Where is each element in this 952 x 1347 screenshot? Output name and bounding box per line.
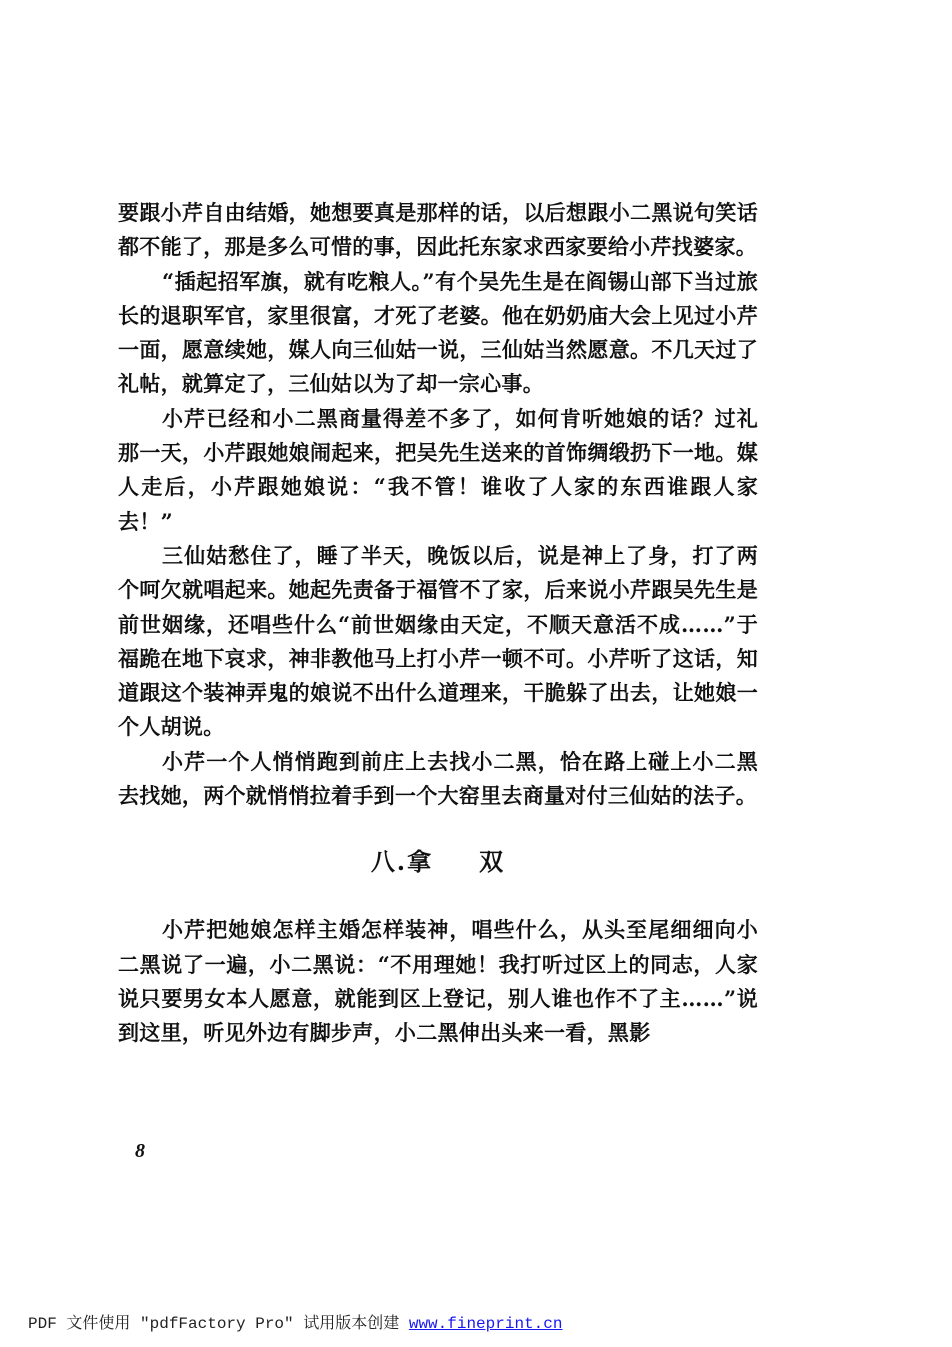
footer-link[interactable]: www.fineprint.cn bbox=[408, 1315, 563, 1333]
chapter-number: 八. bbox=[370, 847, 408, 877]
paragraph: 小芹已经和小二黑商量得差不多了，如何肯听她娘的话？过礼那一天，小芹跟她娘闹起来，把吴先生送来的首饰绸缎扔下一地。媒人走后，小芹跟她娘说：“我不管！谁收了人家的东西谁跟人家去！” bbox=[118, 405, 758, 534]
chapter-title-char: 拿 bbox=[407, 847, 434, 877]
paragraph: 要跟小芹自由结婚，她想要真是那样的话，以后想跟小二黑说句笑话都不能了，那是多么可惜的事，因此托东家求西家要给小芹找婆家。 bbox=[118, 200, 758, 260]
chapter-title-char: 双 bbox=[479, 847, 506, 877]
chapter-heading bbox=[118, 845, 758, 879]
pdf-footer bbox=[28, 1310, 562, 1333]
page-body bbox=[118, 196, 758, 1051]
paragraph: 小芹一个人悄悄跑到前庄上去找小二黑，恰在路上碰上小二黑去找她，两个就悄悄拉着手到一个大窑里去商量对付三仙姑的法子。 bbox=[118, 748, 758, 809]
paragraph: 小芹把她娘怎样主婚怎样装神，唱些什么，从头至尾细细向小二黑说了一遍，小二黑说：“不用理她！我打听过区上的同志，人家说只要男女本人愿意，就能到区上登记，别人谁也作不了主……”说到这里，听见外边有脚步声，小二黑伸出头来一看，黑影 bbox=[118, 917, 758, 1046]
footer-text: PDF 文件使用 "pdfFactory Pro" 试用版本创建 bbox=[28, 1315, 409, 1333]
paragraph: 三仙姑愁住了，睡了半天，晚饭以后，说是神上了身，打了两个呵欠就唱起来。她起先责备于福管不了家，后来说小芹跟吴先生是前世姻缘，还唱些什么“前世姻缘由天定，不顺天意活不成……”于福跪在地下哀求，神非教他马上打小芹一顿不可。小芹听了这话，知道跟这个装神弄鬼的娘说不出什么道理来，干脆躲了出去，让她娘一个人胡说。 bbox=[118, 542, 758, 740]
paragraph: “插起招军旗，就有吃粮人。”有个吴先生是在阎锡山部下当过旅长的退职军官，家里很富，才死了老婆。他在奶奶庙大会上见过小芹一面，愿意续她，媒人向三仙姑一说，三仙姑当然愿意。不几天过了礼帖，就算定了，三仙姑以为了却一宗心事。 bbox=[118, 268, 758, 397]
page-number: 8 bbox=[135, 1140, 145, 1162]
